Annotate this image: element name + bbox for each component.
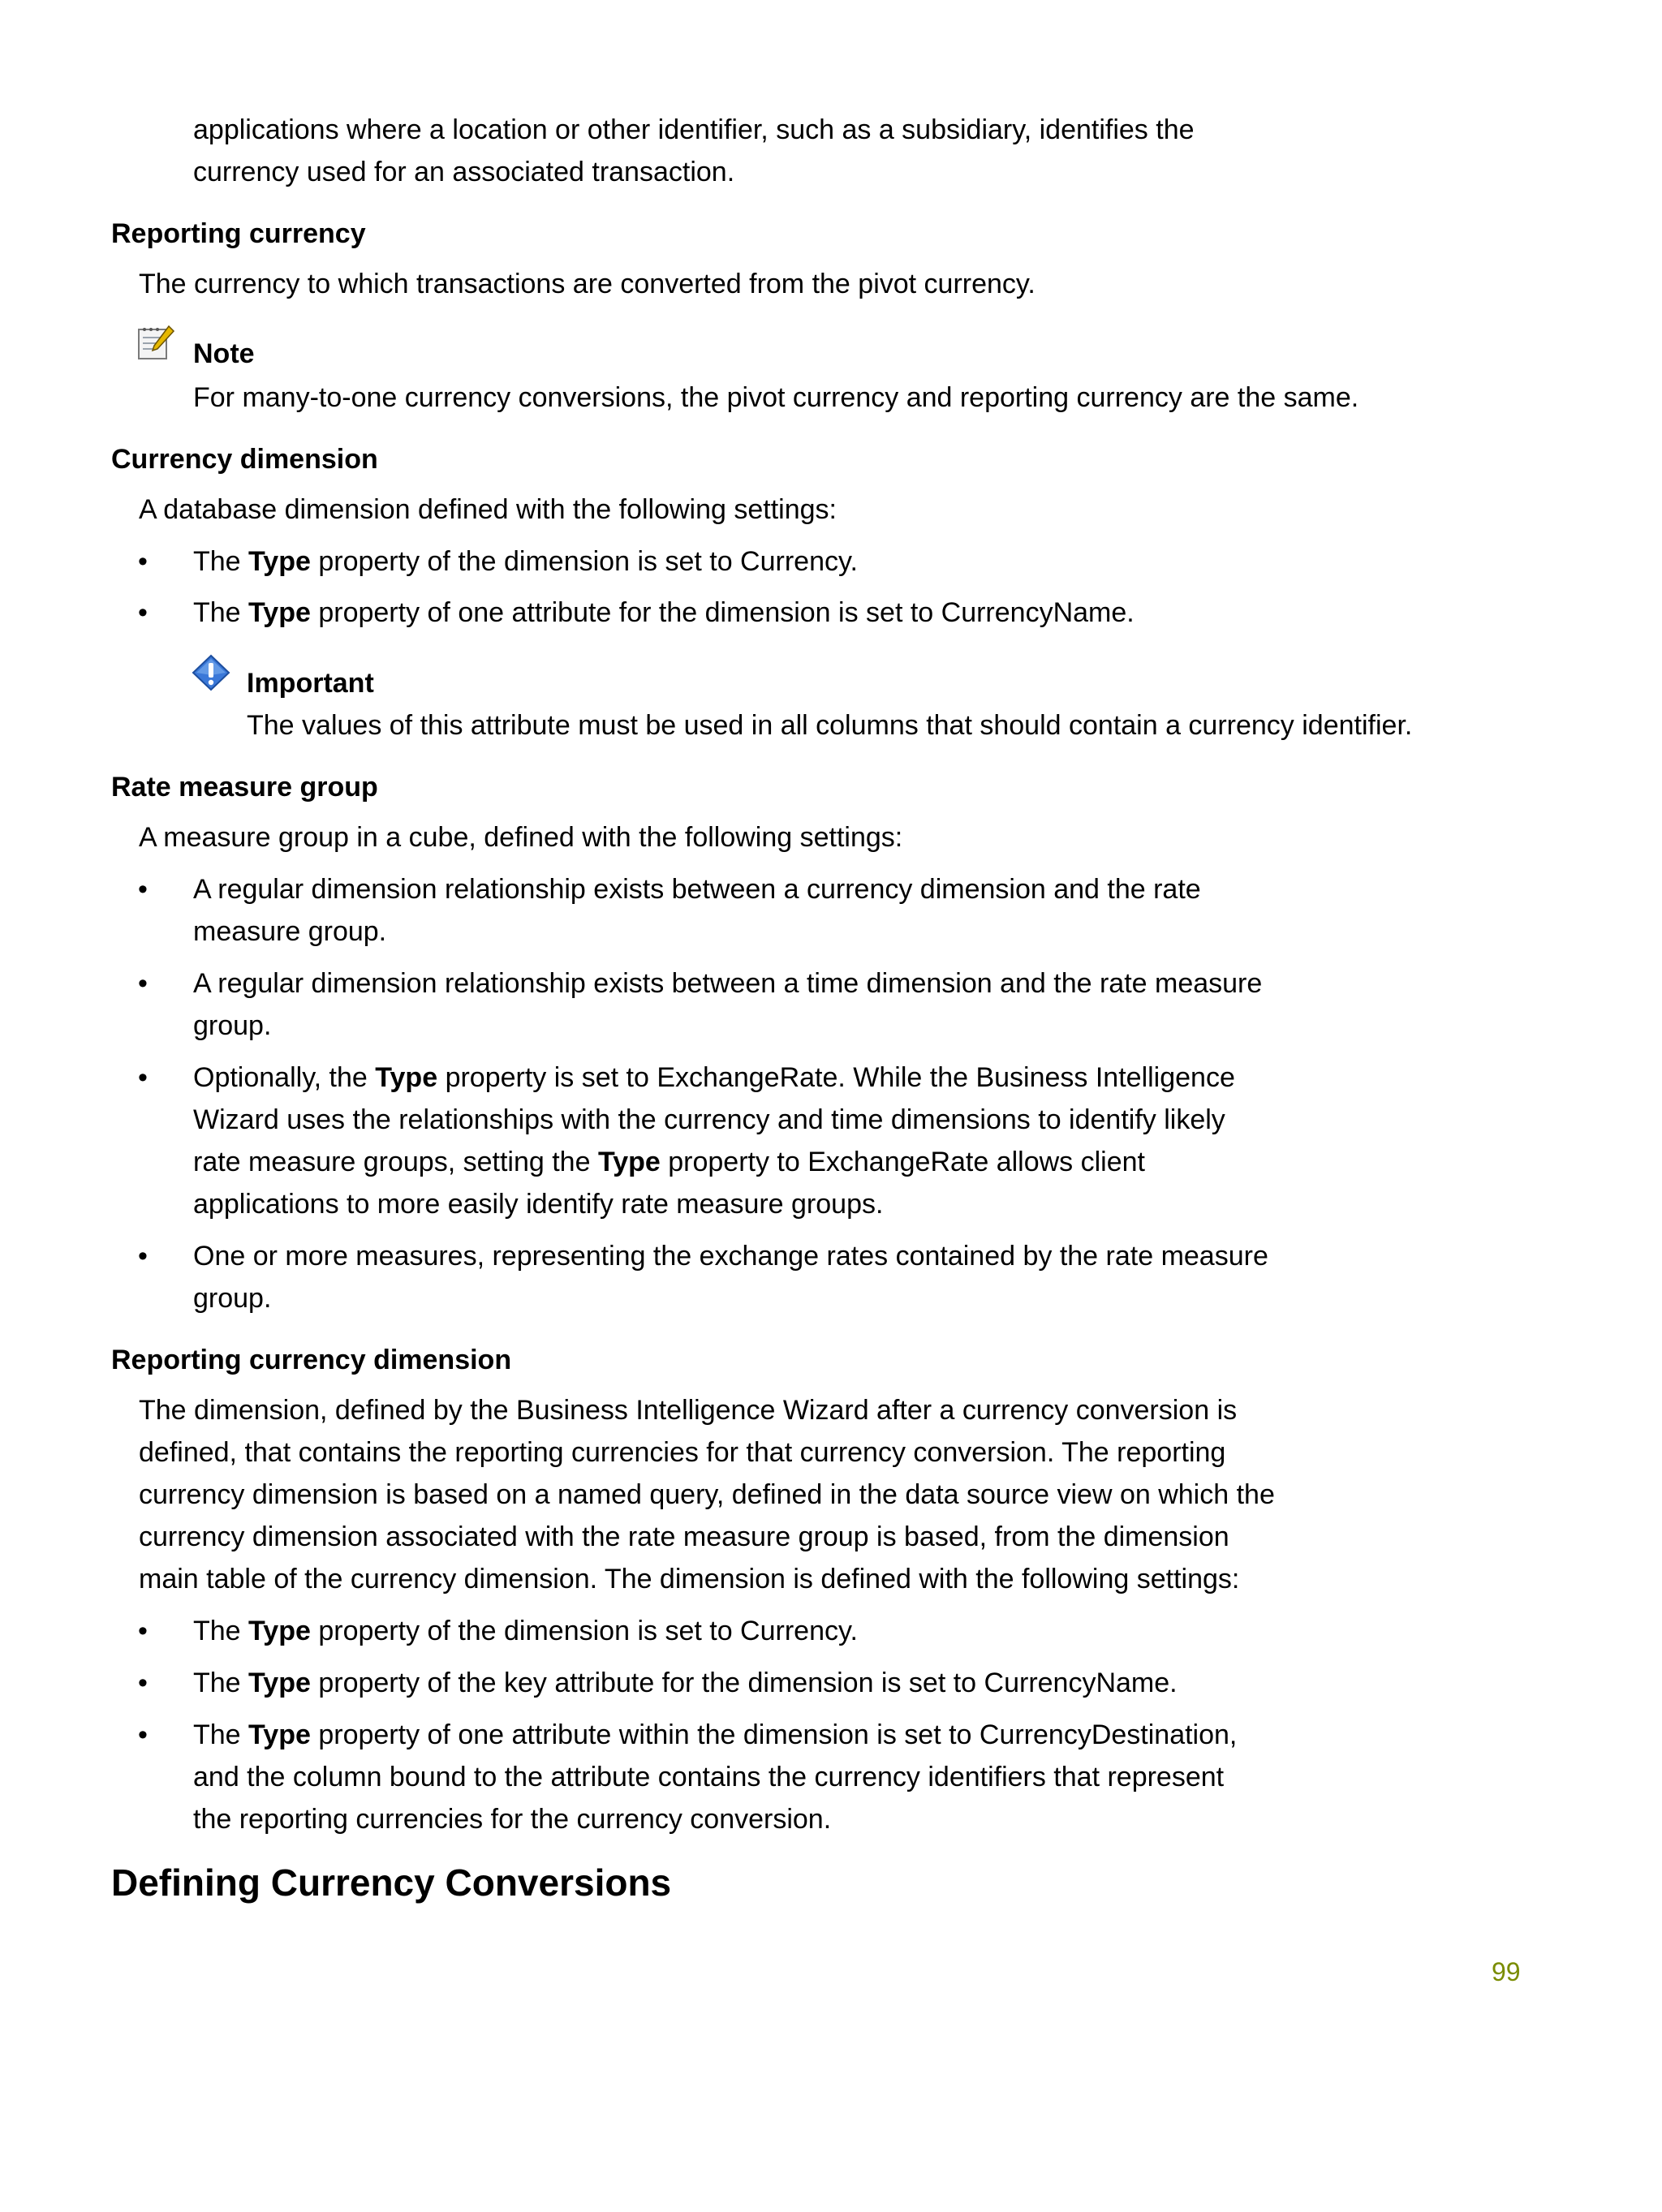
bullet-marker: • [138,597,148,628]
list-item [193,1662,1178,1704]
note-label: Note [193,338,255,369]
paragraph-line: The dimension, defined by the Business Intelligence Wizard after a currency conversion is [139,1395,1238,1426]
important-text: The values of this attribute must be used in all columns that should contain a currency identifier. [247,710,1413,741]
list-item-text: Wizard uses the relationships with the currency and time dimensions to identify likely [193,1104,1225,1135]
term-rate-measure-group: Rate measure group [111,772,378,803]
paragraph-line: applications where a location or other identifier, such as a subsidiary, identifies the [193,114,1195,145]
term-reporting-currency: Reporting currency [111,218,366,249]
term-currency-dimension: Currency dimension [111,444,378,475]
list-item-text: group. [193,1010,272,1041]
list-item-text: property of the dimension is set to Currency. [310,1616,858,1646]
list-item-text: The [193,546,249,577]
list-item-text: rate measure groups, setting the [193,1147,598,1177]
list-item [193,1610,858,1652]
bullet-marker: • [138,1062,148,1093]
list-item-text: measure group. [193,916,387,947]
list-item-text: The [193,1719,249,1750]
list-item [193,592,1135,634]
list-item-text: group. [193,1283,272,1314]
list-item-text: and the column bound to the attribute contains the currency identifiers that represent [193,1762,1225,1792]
property-name: Type [248,1719,311,1750]
bullet-marker: • [138,546,148,577]
list-item-text: property of the key attribute for the dimension is set to CurrencyName. [310,1668,1178,1698]
note-text: For many-to-one currency conversions, the pivot currency and reporting currency are the same. [193,382,1359,413]
list-item [193,540,858,583]
bullet-marker: • [138,1719,148,1750]
list-item-text: property to ExchangeRate allows client [660,1147,1146,1177]
definition-text: The currency to which transactions are converted from the pivot currency. [139,269,1036,299]
important-icon [192,654,230,691]
definition-text: A measure group in a cube, defined with the following settings: [139,822,903,853]
list-item-text: applications to more easily identify rate measure groups. [193,1189,884,1220]
list-item [193,1057,1235,1099]
bullet-marker: • [138,1616,148,1646]
list-item [193,1141,1145,1183]
property-name: Type [597,1147,661,1177]
property-name: Type [248,1616,311,1646]
list-item-text: The [193,1668,249,1698]
paragraph-line: currency used for an associated transaction. [193,157,735,187]
bullet-marker: • [138,874,148,905]
list-item-text: the reporting currencies for the currency conversion. [193,1804,832,1835]
list-item-text: One or more measures, representing the exchange rates contained by the rate measure [193,1241,1268,1272]
list-item-text: A regular dimension relationship exists between a currency dimension and the rate [193,874,1201,905]
note-icon [136,325,175,362]
property-name: Type [248,1668,311,1698]
list-item-text: Optionally, the [193,1062,376,1093]
list-item-text: property of one attribute for the dimension is set to CurrencyName. [310,597,1135,628]
bullet-marker: • [138,1241,148,1272]
paragraph-line: main table of the currency dimension. The dimension is defined with the following settings: [139,1564,1240,1594]
list-item-text: The [193,1616,249,1646]
list-item-text: The [193,597,249,628]
list-item-text: property of the dimension is set to Currency. [310,546,858,577]
list-item-text: property is set to ExchangeRate. While the Business Intelligence [437,1062,1235,1093]
list-item-text: A regular dimension relationship exists between a time dimension and the rate measure [193,968,1263,999]
list-item-text: property of one attribute within the dimension is set to CurrencyDestination, [310,1719,1238,1750]
definition-text: A database dimension defined with the following settings: [139,494,837,525]
paragraph-line: defined, that contains the reporting currencies for that currency conversion. The reporting [139,1437,1226,1468]
term-reporting-currency-dimension: Reporting currency dimension [111,1345,512,1375]
property-name: Type [248,546,311,577]
important-label: Important [247,668,374,699]
property-name: Type [248,597,311,628]
paragraph-line: currency dimension associated with the rate measure group is based, from the dimension [139,1521,1229,1552]
bullet-marker: • [138,1668,148,1698]
property-name: Type [375,1062,438,1093]
bullet-marker: • [138,968,148,999]
page-number: 99 [1492,1957,1521,1986]
list-item [193,1714,1237,1756]
paragraph-line: currency dimension is based on a named query, defined in the data source view on which the [139,1479,1275,1510]
section-heading: Defining Currency Conversions [111,1861,672,1904]
